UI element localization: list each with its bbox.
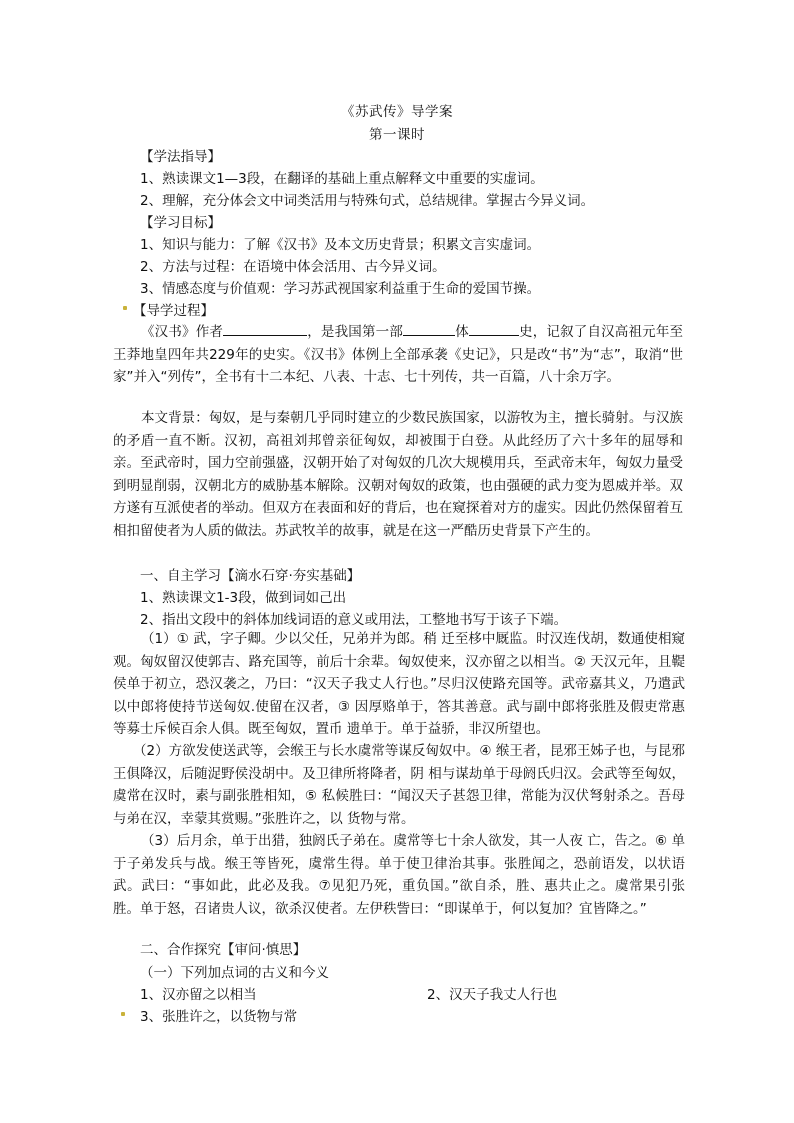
anchor-mark bbox=[123, 306, 127, 310]
section-heading-xuefa: 【学法指导】 bbox=[140, 149, 221, 165]
cooperate-item-2: 2、汉天子我丈人行也 bbox=[427, 987, 558, 1003]
fill-blank-history[interactable] bbox=[469, 322, 519, 336]
mubiao-item-2: 2、方法与过程：在语境中体会活用、古今异义词。 bbox=[140, 259, 446, 275]
self-study-item-2: 2、指出文段中的斜体加线词语的意义或用法，工整地书写于该子下端。 bbox=[140, 612, 568, 628]
intro-text-2: ，是我国第一部 bbox=[307, 324, 404, 340]
passage-paragraph-2: （2）方欲发使送武等，会缑王与长水虞常等谋反匈奴中。④ 缑王者，昆邪王姊子也，与昆邪王俱降汉，后随浞野侯没胡中。及卫律所将降者，阴 相与谋劫单于母阏氏归汉。会武等至匈奴，虞常在汉时，素与副张胜相知，⑤ 私候胜曰：“闻汉天子甚怨卫律，常能为汉伏弩射杀之。吾母与弟在汉，幸蒙其赏赐。”张胜许之，以 货物与常。 bbox=[113, 743, 685, 827]
background-paragraph: 本文背景：匈奴，是与秦朝几乎同时建立的少数民族国家，以游牧为主，擅长骑射。与汉族的矛盾一直不断。汉初，高祖刘邦曾亲征匈奴，却被围于白登。从此经历了六十多年的屈辱和亲。至武帝时，国力空前强盛，汉朝开始了对匈奴的几次大规模用兵，至武帝末年，匈奴力量受到明显削弱，汉朝北方的威胁基本解除。汉朝对匈奴的政策，也由强硬的武力变为恩威并举。双方遂有互派使者的举动。但双方在表面和好的背后，也在窥探着对方的虚实。因此仍然保留着互相扣留使者为人质的做法。苏武牧羊的故事，就是在这一严酷历史背景下产生的。 bbox=[113, 410, 683, 539]
section-heading-cooperate: 二、合作探究【审问·慎思】 bbox=[140, 942, 307, 958]
self-study-item-1: 1、熟读课文1-3段，做到词如己出 bbox=[140, 590, 347, 606]
fill-blank-type[interactable] bbox=[403, 322, 455, 336]
cooperate-subheading: （一）下列加点词的古义和今义 bbox=[140, 965, 329, 981]
section-heading-mubiao: 【学习目标】 bbox=[140, 215, 221, 231]
xuefa-item-2: 2、理解，充分体会文中词类活用与特殊句式，总结规律。掌握古今异义词。 bbox=[140, 193, 595, 209]
intro-text-1: 《汉书》作者 bbox=[141, 324, 224, 340]
cooperate-item-1: 1、汉亦留之以相当 bbox=[140, 987, 257, 1003]
mubiao-item-3: 3、情感态度与价值观：学习苏武视国家利益重于生命的爱国节操。 bbox=[140, 281, 541, 297]
page-subtitle: 第一课时 bbox=[369, 127, 425, 143]
intro-text-3: 体 bbox=[455, 324, 469, 340]
passage-paragraph-1: （1）① 武，字子卿。少以父任，兄弟并为郎。稍 迁至栘中厩监。时汉连伐胡，数通使相窥观。匈奴留汉使郭吉、路充国等，前后十余辈。匈奴使来，汉亦留之以相当。② 天汉元年，且鞮侯单于初立，恐汉袭之，乃曰：“汉天子我丈人行也。”尽归汉使路充国等。武帝嘉其义，乃遣武以中郎将使持节送匈奴.使留在汉者，③ 因厚赂单于，答其善意。武与副中郎将张胜及假吏常惠等募士斥候百余人俱。既至匈奴，置币 遗单于。单于益骄，非汉所望也。 bbox=[113, 631, 685, 737]
mubiao-item-1: 1、知识与能力：了解《汉书》及本文历史背景；积累文言实虚词。 bbox=[140, 237, 541, 253]
intro-text-4: 史，记叙了自汉高祖元年至王莽地皇四年共229年的史实。《汉书》体例上全部承袭《史记》，只是改“书”为“志”，取消“世家”并入“列传”，全书有十二本纪、八表、十志、七十列传，共一百篇，八十余万字。 bbox=[113, 324, 684, 385]
passage-paragraph-3: （3）后月余，单于出猎，独阏氏子弟在。虞常等七十余人欲发，其一人夜 亡，告之。⑥ 单于子弟发兵与战。缑王等皆死，虞常生得。单于使卫律治其事。张胜闻之，恐前语发，以状语武。武曰：“事如此，此必及我。⑦见犯乃死，重负国。”欲自杀，胜、惠共止之。虞常果引张胜。单于怒，召诸贵人议，欲杀汉使者。左伊秩訾曰：“即谋单于，何以复加？宜皆降之。” bbox=[113, 833, 685, 917]
hanshu-intro-paragraph bbox=[113, 321, 683, 389]
section-heading-self-study: 一、自主学习【滴水石穿·夯实基础】 bbox=[140, 568, 361, 584]
xuefa-item-1: 1、熟读课文1—3段，在翻译的基础上重点解释文中重要的实虚词。 bbox=[140, 171, 544, 187]
fill-blank-author[interactable] bbox=[223, 322, 307, 336]
section-heading-guocheng: 【导学过程】 bbox=[133, 303, 214, 319]
anchor-mark bbox=[121, 1012, 125, 1016]
cooperate-item-3: 3、张胜许之，以货物与常 bbox=[140, 1009, 298, 1025]
page-title: 《苏武传》导学案 bbox=[341, 104, 453, 120]
